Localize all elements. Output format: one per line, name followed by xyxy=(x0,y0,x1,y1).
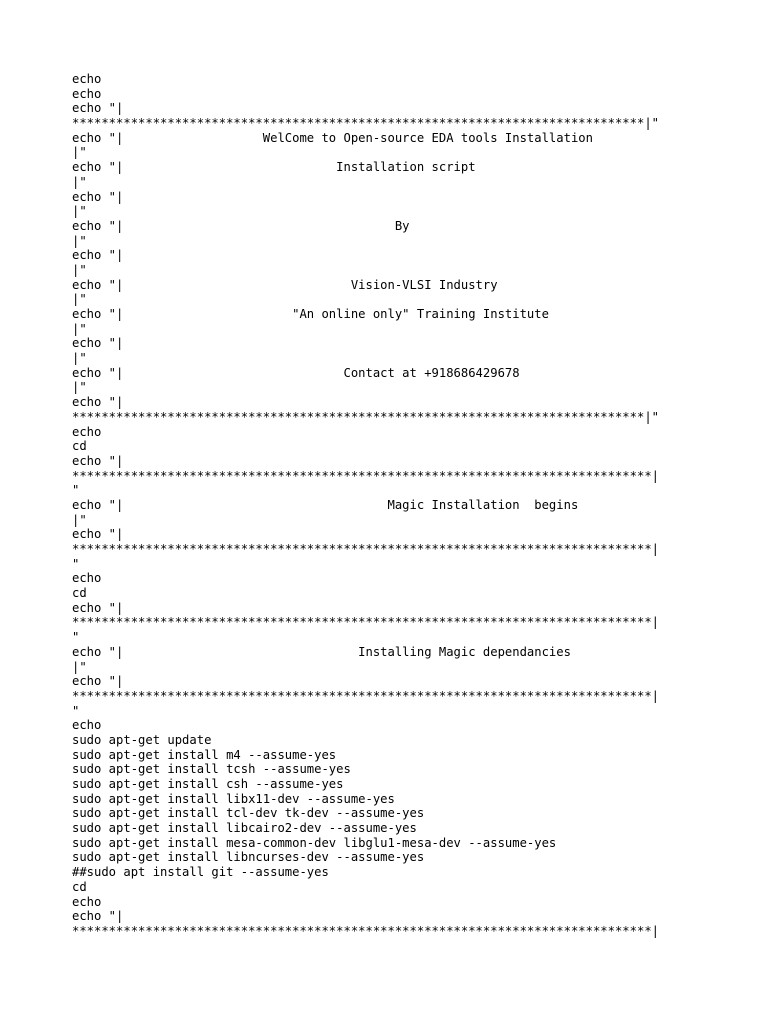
script-line: sudo apt-get install m4 --assume-yes xyxy=(72,747,337,762)
script-line: |" xyxy=(72,145,87,160)
script-line: |" xyxy=(72,380,87,395)
script-line: echo "| xyxy=(72,395,124,410)
script-line: echo "| xyxy=(72,674,124,689)
script-line: echo xyxy=(72,718,102,733)
script-line: echo "| Magic Installation begins xyxy=(72,497,579,512)
script-line: echo "| xyxy=(72,453,124,468)
script-line: sudo apt-get install libx11-dev --assume-yes xyxy=(72,791,395,806)
script-line: " xyxy=(72,630,80,645)
script-line: sudo apt-get install libcairo2-dev --assume-yes xyxy=(72,821,417,836)
script-line: echo "| xyxy=(72,248,124,263)
script-line: echo xyxy=(72,72,102,86)
script-line: echo "| WelCome to Open-source EDA tools Installation xyxy=(72,130,593,145)
script-line: sudo apt-get install libncurses-dev --assume-yes xyxy=(72,850,425,865)
script-line: ******************************************************************************|" xyxy=(72,409,659,424)
script-line: |" xyxy=(72,174,87,189)
script-line: echo "| xyxy=(72,336,124,351)
script-line: echo "| Installing Magic dependancies xyxy=(72,644,571,659)
script-line: *******************************************************************************| xyxy=(72,688,659,703)
script-line: sudo apt-get install mesa-common-dev libglu1-mesa-dev --assume-yes xyxy=(72,835,557,850)
script-line: *******************************************************************************| xyxy=(72,468,659,483)
script-line: echo "| Vision-VLSI Industry xyxy=(72,277,498,292)
script-line: *******************************************************************************| xyxy=(72,542,659,556)
script-document xyxy=(72,72,732,939)
script-line: |" xyxy=(72,292,87,307)
script-line: echo "| xyxy=(72,909,124,924)
script-line: echo "| xyxy=(72,101,124,116)
script-line: echo xyxy=(72,424,102,439)
script-line: " xyxy=(72,556,80,571)
script-line: |" xyxy=(72,659,87,674)
script-line: *******************************************************************************| xyxy=(72,923,659,938)
script-line: |" xyxy=(72,233,87,248)
script-line: echo xyxy=(72,86,102,101)
script-line: sudo apt-get update xyxy=(72,732,212,747)
script-line: |" xyxy=(72,351,87,366)
script-line: cd xyxy=(72,586,87,601)
script-line: " xyxy=(72,483,80,498)
script-line: |" xyxy=(72,512,87,527)
script-line: echo "| Contact at +918686429678 xyxy=(72,365,520,380)
script-line: echo "| Installation script xyxy=(72,160,476,175)
script-line: echo "| "An online only" Training Institute xyxy=(72,307,549,321)
script-line: sudo apt-get install tcsh --assume-yes xyxy=(72,762,351,777)
script-line: echo xyxy=(72,894,102,909)
script-line: echo xyxy=(72,571,102,586)
script-line: " xyxy=(72,703,80,718)
script-line: cd xyxy=(72,879,87,894)
script-line: echo "| xyxy=(72,527,124,542)
script-line: |" xyxy=(72,321,87,336)
script-line: ******************************************************************************|" xyxy=(72,116,659,131)
script-line: *******************************************************************************| xyxy=(72,615,659,630)
script-line: |" xyxy=(72,204,87,219)
script-line: echo "| xyxy=(72,600,124,615)
script-line: sudo apt-get install tcl-dev tk-dev --assume-yes xyxy=(72,806,425,821)
script-line: |" xyxy=(72,262,87,277)
script-line: echo "| xyxy=(72,189,124,204)
script-line: echo "| By xyxy=(72,218,410,233)
script-line: ##sudo apt install git --assume-yes xyxy=(72,865,329,880)
script-line: cd xyxy=(72,439,87,454)
script-line: sudo apt-get install csh --assume-yes xyxy=(72,777,344,791)
